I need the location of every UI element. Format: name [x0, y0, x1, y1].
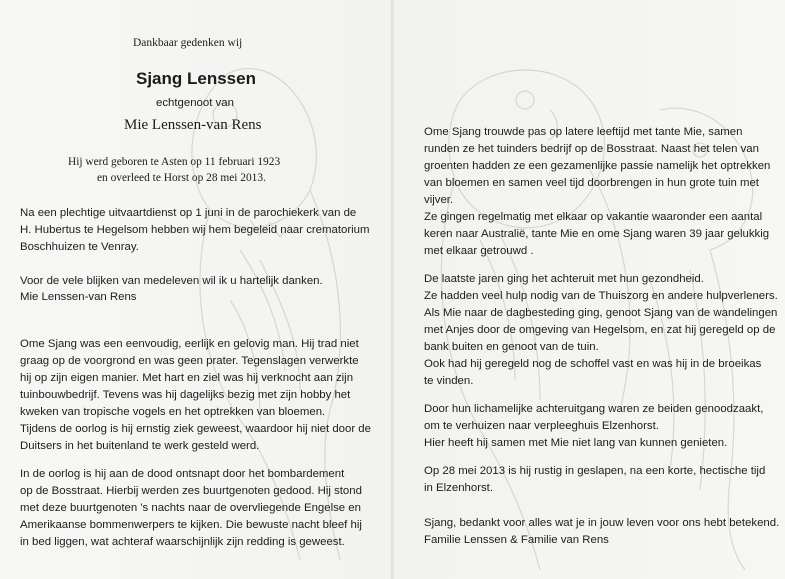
text-line: van bloemen en samen veel tijd doorbrengen in hun grote tuin met [424, 177, 759, 189]
text-line: Ook had hij geregeld nog de schoffel vast en was hij in de broeikas [424, 358, 762, 370]
intro-text: Dankbaar gedenken wij [133, 37, 243, 49]
text-line: Voor de vele blijken van medeleven wil ik u hartelijk danken. [20, 275, 323, 287]
text-line: in bed liggen, wat achteraf waarschijnlijk zijn redding is geweest. [20, 536, 345, 548]
text-line: graag op de voorgrond en was geen prater. Tegenslagen verwerkte [20, 355, 359, 367]
text-line: met deze buurtgenoten 's nachts naar de overvliegende Engelse en [20, 502, 361, 514]
text-line: Tijdens de oorlog is hij ernstig ziek geweest, waardoor hij niet door de [20, 423, 371, 435]
text-line: met elkaar getrouwd . [424, 245, 534, 257]
text-line: De laatste jaren ging het achteruit met hun gezondheid. [424, 273, 704, 285]
text-line: Als Mie naar de dagbesteding ging, genoot Sjang van de wandelingen [424, 307, 778, 319]
text-line: In de oorlog is hij aan de dood ontsnapt door het bombardement [20, 468, 345, 480]
text-line: Ze gingen regelmatig met elkaar op vakantie waaronder een aantal [424, 211, 763, 223]
text-line: Door hun lichamelijke achteruitgang waren ze beiden genoodzaakt, [424, 403, 764, 415]
text-line: te vinden. [424, 375, 474, 387]
text-line: vijver. [424, 194, 454, 206]
birth-line: Hij werd geboren te Asten op 11 februari 1923 [68, 156, 281, 168]
text-line: Ome Sjang trouwde pas op latere leeftijd met tante Mie, samen [424, 126, 743, 138]
text-line: Ze hadden veel hulp nodig van de Thuiszorg en andere hulpverleners. [424, 290, 778, 302]
text-line: hij op zijn eigen manier. Met hart en ziel was hij verknocht aan zijn [20, 372, 354, 384]
text-line: keren naar Australië, tante Mie en ome Sjang waren 39 jaar gelukkig [424, 228, 770, 240]
death-line: en overleed te Horst op 28 mei 2013. [97, 172, 266, 184]
deceased-name: Sjang Lenssen [136, 69, 256, 88]
text-line: runden ze het tuinders bedrijf op de Bosstraat. Naast het telen van [424, 143, 759, 155]
card-fold [391, 0, 393, 579]
spouse-prefix: echtgenoot van [156, 97, 234, 109]
text-line: in Elzenhorst. [424, 482, 494, 494]
text-line: Na een plechtige uitvaartdienst op 1 juni in de parochiekerk van de [20, 207, 357, 219]
text-line: bank buiten en genoot van de tuin. [424, 341, 599, 353]
text-line: Boschhuizen te Venray. [20, 241, 139, 253]
text-line: kweken van tropische vogels en het optrekken van bloemen. [20, 406, 326, 418]
text-line: met Anjes door de omgeving van Hegelsom, en zat hij geregeld op de [424, 324, 776, 336]
signature-line: Mie Lenssen-van Rens [20, 291, 137, 303]
signature-line: Familie Lenssen & Familie van Rens [424, 534, 609, 546]
text-line: H. Hubertus te Hegelsom hebben wij hem begeleid naar crematorium [20, 224, 370, 236]
text-line: Duitsers in het buitenland te werk gesteld werd. [20, 440, 260, 452]
text-line: om te verhuizen naar verpleeghuis Elzenhorst. [424, 420, 659, 432]
spouse-name: Mie Lenssen-van Rens [124, 117, 262, 133]
text-line: Ome Sjang was een eenvoudig, eerlijk en gelovig man. Hij trad niet [20, 338, 359, 350]
text-line: Op 28 mei 2013 is hij rustig in geslapen, na een korte, hectische tijd [424, 465, 766, 477]
text-line: Hier heeft hij samen met Mie niet lang van kunnen genieten. [424, 437, 728, 449]
text-line: Amerikaanse bommenwerpers te kijken. Die bewuste nacht bleef hij [20, 519, 362, 531]
text-line: Sjang, bedankt voor alles wat je in jouw leven voor ons hebt betekend. [424, 517, 780, 529]
text-line: groenten hadden ze een gezamenlijke passie namelijk het optrekken [424, 160, 771, 172]
text-line: op de Bosstraat. Hierbij werden zes buurtgenoten gedood. Hij stond [20, 485, 362, 497]
text-line: tuinbouwbedrijf. Tevens was hij dagelijks bezig met zijn hobby het [20, 389, 351, 401]
